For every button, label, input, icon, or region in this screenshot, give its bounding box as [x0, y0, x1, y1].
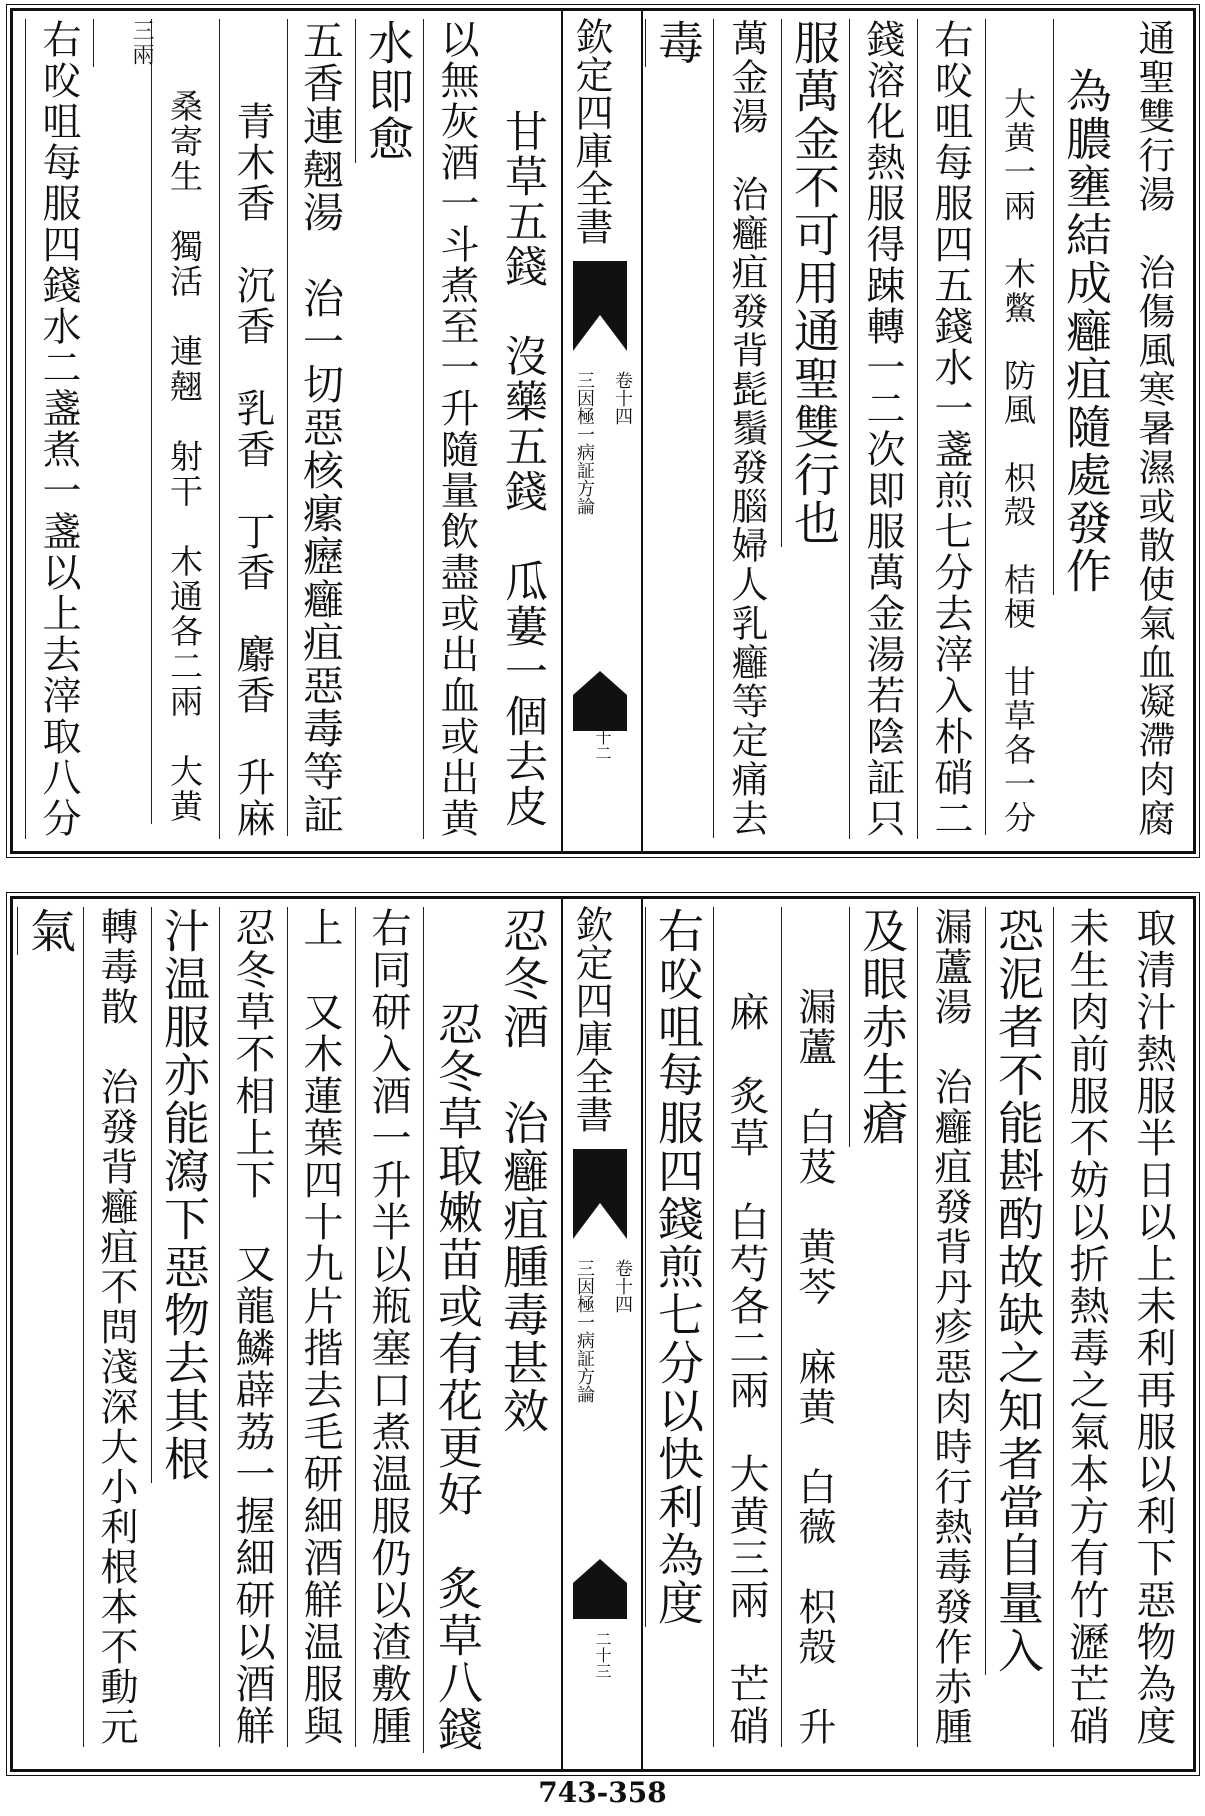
text-column: 大黄一兩 木鱉 防風 枳殻 桔梗 甘草各一分 — [985, 19, 1046, 835]
top-page-panel — [10, 8, 1196, 854]
text-column: 桑寄生 獨活 連翹 射干 木通各二兩 大黄 — [151, 19, 212, 824]
text-column: 未生肉前服不妨以折熱毒之氣本方有竹瀝芒硝 — [1053, 907, 1114, 1747]
text-column: 為膿壅結成癰疽隨處發作 — [1053, 19, 1114, 595]
text-column: 右㕮咀每服四錢煎七分以快利為度 — [645, 907, 706, 1627]
text-column: 上 又木蓮葉四十九片揩去毛研細酒觧温服與 — [287, 907, 348, 1747]
text-column: 取清汁熱服半日以上未利再服以利下惡物為度 — [1130, 907, 1176, 1747]
text-column: 五香連翹湯 治一切惡核瘰癧癰疽惡毒等証 — [287, 19, 348, 836]
text-column: 忍冬草不相上下 又龍鱗薜荔一握細研以酒觧 — [219, 907, 280, 1747]
book-title: 欽定四庫全書 — [569, 905, 613, 1133]
text-column: 錢溶化熱服得踈轉一二次即服萬金湯若陰証只 — [849, 19, 910, 839]
text-column: 轉毒散 治發背癰疽不問淺深大小利根本不動元 — [83, 907, 144, 1747]
text-column: 右同研入酒一升半以瓶塞口煮温服仍以渣敷腫 — [355, 907, 416, 1747]
text-column: 甘草五錢 沒藥五錢 瓜蔞一個去皮 — [498, 19, 548, 829]
text-column: 漏蘆湯 治癰疽發背丹疹惡肉時行熱毒發作赤腫 — [917, 907, 978, 1747]
text-column: 右㕮咀每服四錢水二盞煮一盞以上去滓取八分 — [25, 19, 86, 839]
text-column: 青木香 沉香 乳香 丁香 麝香 升麻 — [219, 19, 280, 839]
text-column: 忍冬草取嫩苗或有花更好 炙草八錢 — [423, 907, 484, 1753]
center-gutter — [561, 899, 643, 1769]
volume-label: 卷十四 — [612, 1259, 633, 1313]
fish-tail-mark — [573, 1149, 627, 1239]
text-column: 氣 — [17, 907, 78, 955]
text-column: 毒 — [645, 19, 706, 67]
page-number: 743-358 — [538, 1776, 667, 1809]
text-column: 恐泥者不能斟酌故缺之知者當自量入 — [985, 907, 1046, 1675]
chapter-title: 三因極一病証方論 — [574, 1259, 595, 1403]
text-column: 及眼赤生瘡 — [849, 907, 910, 1147]
leaf-number: 二十二 — [593, 713, 612, 761]
text-column: 萬金湯 治癰疽發背髭鬚發腦婦人乳癰等定痛去 — [713, 19, 774, 838]
center-gutter — [561, 11, 643, 851]
book-title: 欽定四庫全書 — [569, 17, 613, 245]
text-column: 忍冬酒 治癰疽腫毒甚效 — [496, 907, 550, 1435]
text-column: 漏蘆 白芨 黄芩 麻黄 白薇 枳殻 升 — [781, 907, 842, 1747]
volume-label: 卷十四 — [612, 371, 633, 425]
text-column: 三兩 — [93, 19, 154, 67]
text-column: 服萬金不可用通聖雙行也 — [781, 19, 842, 547]
text-column: 右㕮咀每服四五錢水一盞煎七分去滓入朴硝二 — [917, 19, 978, 839]
text-column: 通聖雙行湯 治傷風寒暑濕或散使氣血凝滯肉腐 — [1132, 19, 1175, 838]
text-column: 水即愈 — [355, 19, 416, 163]
chapter-title: 三因極一病証方論 — [574, 371, 595, 515]
text-column: 汁温服亦能瀉下惡物去其根 — [151, 907, 212, 1483]
bottom-page-panel — [10, 896, 1196, 1772]
text-column: 麻 炙草 白芍各二兩 大黄三兩 芒硝 — [713, 907, 774, 1747]
fish-tail-mark — [573, 1559, 627, 1619]
leaf-number: 二十三 — [593, 1631, 612, 1679]
text-column: 以無灰酒一斗煮至一升隨量飲盡或出血或出黄 — [423, 19, 484, 839]
fish-tail-mark — [573, 261, 627, 351]
